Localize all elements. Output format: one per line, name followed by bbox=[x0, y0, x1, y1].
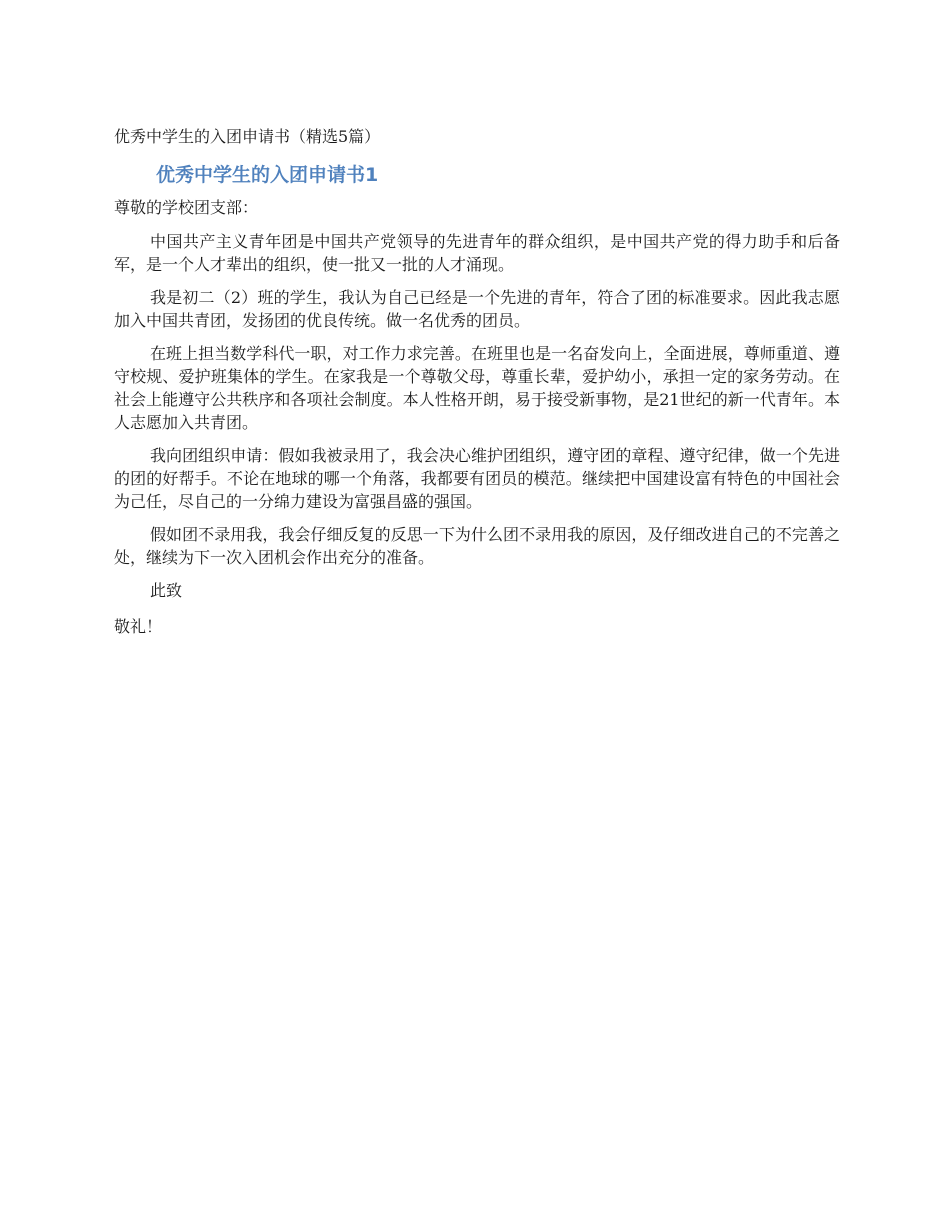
signoff-line: 敬礼！ bbox=[114, 617, 163, 636]
body-paragraph: 我是初二（2）班的学生，我认为自己已经是一个先进的青年，符合了团的标准要求。因此我志愿加入中国共青团，发扬团的优良传统。做一名优秀的团员。 bbox=[114, 288, 840, 330]
section-heading: 优秀中学生的入团申请书1 bbox=[156, 164, 379, 186]
salutation: 尊敬的学校团支部： bbox=[114, 198, 259, 217]
document-page bbox=[114, 124, 840, 639]
body-paragraph: 在班上担当数学科代一职，对工作力求完善。在班里也是一名奋发向上，全面进展，尊师重道、遵守校规、爱护班集体的学生。在家我是一个尊敬父母，尊重长辈，爱护幼小，承担一定的家务劳动。在社会上能遵守公共秩序和各项社会制度。本人性格开朗，易于接受新事物，是21世纪的新一代青年。本人志愿加入共青团。 bbox=[114, 344, 840, 432]
body-paragraph: 假如团不录用我，我会仔细反复的反思一下为什么团不录用我的原因，及仔细改进自己的不完善之处，继续为下一次入团机会作出充分的准备。 bbox=[114, 525, 840, 567]
closing-line: 此致 bbox=[150, 581, 183, 600]
body-paragraph: 中国共产主义青年团是中国共产党领导的先进青年的群众组织，是中国共产党的得力助手和后备军，是一个人才辈出的组织，使一批又一批的人才涌现。 bbox=[114, 232, 840, 274]
body-paragraph: 我向团组织申请：假如我被录用了，我会决心维护团组织，遵守团的章程、遵守纪律，做一个先进的团的好帮手。不论在地球的哪一个角落，我都要有团员的模范。继续把中国建设富有特色的中国社会为己任，尽自己的一分绵力建设为富强昌盛的强国。 bbox=[114, 446, 840, 511]
document-title: 优秀中学生的入团申请书（精选5篇） bbox=[114, 127, 381, 146]
